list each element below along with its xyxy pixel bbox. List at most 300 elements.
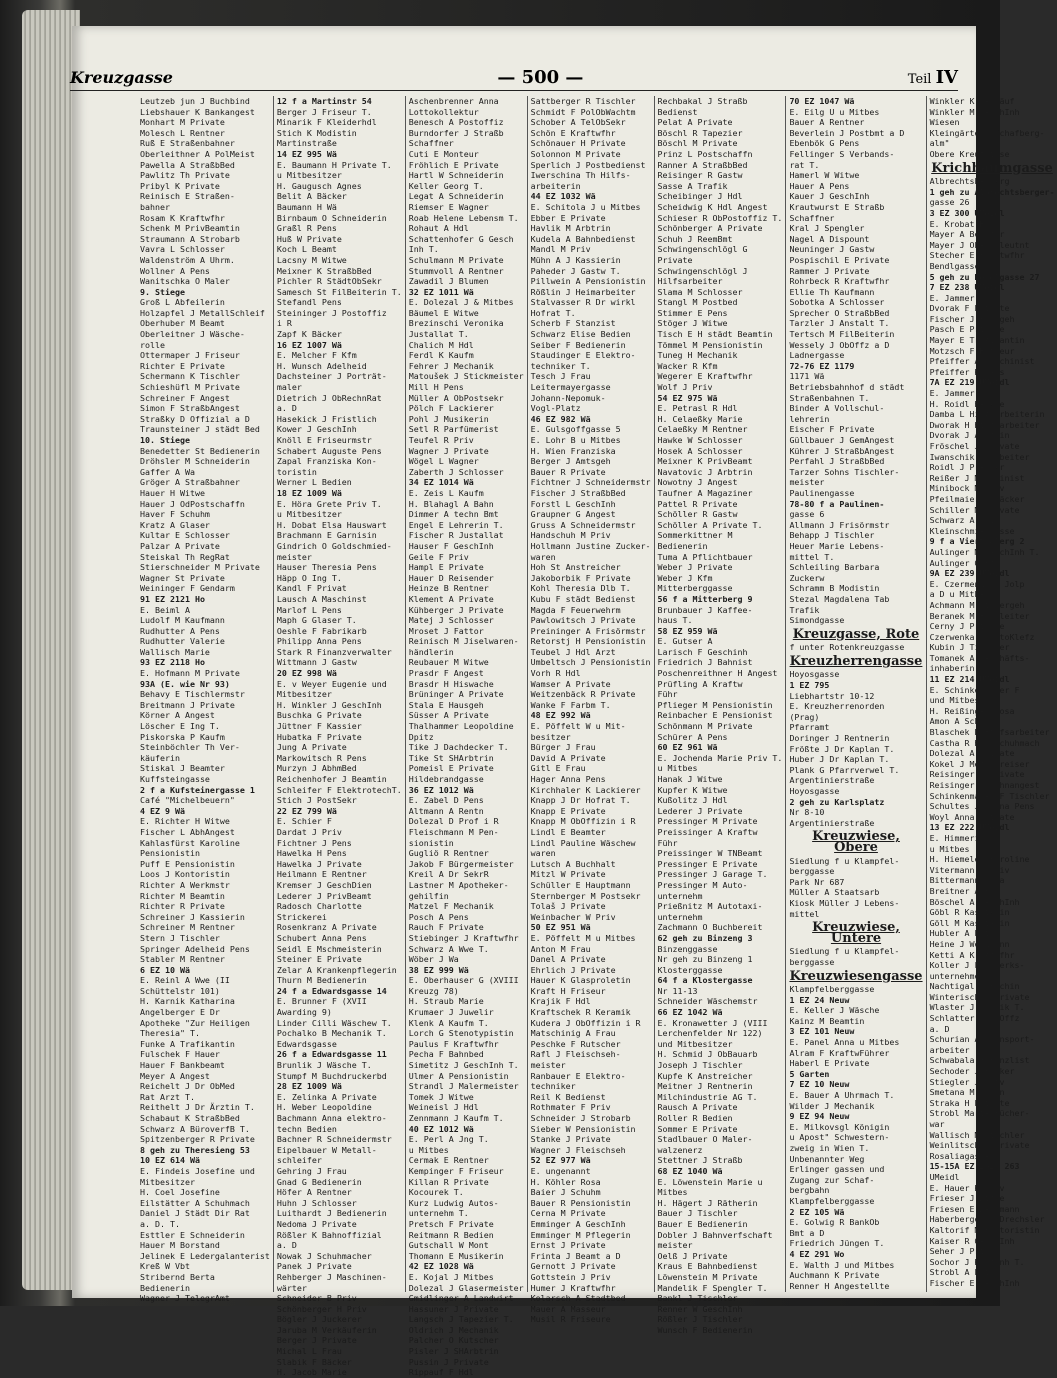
directory-entry: E. Zabel D Pens xyxy=(408,795,484,806)
directory-entry: Nachtigal A Köchin xyxy=(929,981,1020,992)
directory-entry: E. v Weyer Eugenie und xyxy=(276,678,387,689)
directory-entry: Fichtner J Schneidermstr xyxy=(530,477,651,488)
directory-entry: Mitbesitzer xyxy=(140,1176,195,1187)
directory-entry: Pospischil E Private xyxy=(789,254,890,265)
directory-entry: u Mitbes xyxy=(929,843,970,854)
directory-entry: Emminger M Pflegerin xyxy=(530,1229,631,1240)
directory-entry: Lausch A Maschinst xyxy=(276,593,367,604)
directory-entry: Groß L Abfeilerin xyxy=(140,297,225,308)
directory-entry: E. Pöffelt M u Mitbes xyxy=(530,932,636,943)
directory-entry: Stich J PostSekr xyxy=(276,795,357,806)
directory-entry: Hauer D Reisender xyxy=(408,572,494,583)
directory-entry: E. Golwig R BankOb xyxy=(789,1217,880,1228)
directory-entry: 9. Stiege xyxy=(140,286,185,297)
directory-entry: Schwarz A Priv xyxy=(929,515,1000,526)
directory-entry: Hauer F Bankbeamt xyxy=(140,1060,225,1071)
directory-entry: Müller A Staatsarb xyxy=(789,887,880,898)
directory-entry: Schön E Kraftwfhr xyxy=(530,127,616,138)
directory-entry: Kaltorif M Kontoristin xyxy=(929,1224,1040,1235)
directory-entry: Mill H Pens xyxy=(408,382,464,393)
directory-entry: sionistin xyxy=(408,837,454,848)
directory-entry: Gernott J Private xyxy=(530,1261,616,1272)
directory-entry: Mroset J Fattor xyxy=(408,625,484,636)
directory-entry: Matej J Schlosser xyxy=(408,615,494,626)
directory-entry: Simondgasse xyxy=(789,615,845,626)
directory-entry: Inh T. xyxy=(408,244,439,255)
directory-entry: Minarik F Kleiderhdl xyxy=(276,117,377,128)
directory-entry: Schaffner xyxy=(408,138,454,149)
directory-entry: Richter A Werkmstr xyxy=(140,879,230,890)
directory-entry: Koller J Fuhrwerks- xyxy=(929,960,1025,971)
directory-entry: Binder A Vollschul- xyxy=(789,403,885,414)
directory-entry: 54 EZ 975 Wä xyxy=(657,392,718,403)
directory-entry: Killan R Private xyxy=(408,1176,489,1187)
directory-entry: Fischer J Bürogeh xyxy=(929,313,1015,324)
directory-entry: Schattenhofer G Gesch xyxy=(408,233,514,244)
directory-entry: Stich K Modistin xyxy=(276,127,357,138)
directory-entry: Hartl W Schneiderin xyxy=(408,170,504,181)
directory-entry: Wagner St Private xyxy=(140,572,225,583)
directory-entry: Steininger J Postoffiz xyxy=(276,307,387,318)
directory-entry: Loos J Kontoristin xyxy=(140,869,230,880)
directory-entry: H. Schmid J ObBauarb xyxy=(657,1049,758,1060)
directory-entry: Tarzler J Anstalt T. xyxy=(789,318,890,329)
directory-entry: Rafl J Fleischseh- xyxy=(530,1049,621,1060)
directory-entry: Navatovic J Arbtrin xyxy=(657,466,753,477)
directory-entry: Meyer A Angest xyxy=(140,1070,210,1081)
directory-entry: Radosch Charlotte xyxy=(276,901,362,912)
directory-entry: schleifer xyxy=(276,1155,322,1166)
directory-entry: Meitner J Rentnerin xyxy=(657,1081,753,1092)
directory-entry: 7 EZ 10 Neuw xyxy=(789,1079,850,1090)
directory-entry: Ellie Th Kaufmann xyxy=(789,286,875,297)
directory-entry: Weineisl J Hdl xyxy=(408,1102,479,1113)
directory-entry: 5 geh zu Bendlgasse 27 xyxy=(929,271,1040,282)
directory-entry: Unbenannter Weg xyxy=(789,1153,865,1164)
directory-entry: Motzsch F Friseur xyxy=(929,345,1015,356)
directory-entry: 1 EZ 24 Neuw xyxy=(789,994,850,1005)
directory-entry: meister xyxy=(789,477,825,488)
directory-entry: a. D xyxy=(276,403,297,414)
directory-entry: Sommer E Private xyxy=(657,1123,738,1134)
directory-entry: Benesch A Postoffiz xyxy=(408,117,504,128)
directory-entry: Hoyosgasse xyxy=(789,669,840,680)
directory-entry: Jakoborbik F Private xyxy=(530,572,631,583)
directory-entry: Brasdr H Hiswache xyxy=(408,678,494,689)
directory-entry: E. Krobat F xyxy=(929,218,985,229)
directory-entry: Vavra L Schlosser xyxy=(140,244,225,255)
directory-entry: Hager Anna Pens xyxy=(530,774,606,784)
directory-entry: gasse 26 xyxy=(929,197,970,208)
directory-entry: E. Höra Grete Priv T. xyxy=(276,498,382,509)
directory-entry: Friesen E Werkmann xyxy=(929,1203,1020,1214)
directory-entry: Krajik F Hdl xyxy=(530,996,591,1007)
directory-entry: Samesch St FilBeiterin T. xyxy=(276,286,402,297)
directory-entry: Pfeilmaier J Bäcker xyxy=(929,493,1025,504)
directory-entry: Liebhartstr 10-12 xyxy=(789,690,875,701)
directory-entry: Mayer J Oberstleutnt xyxy=(929,239,1030,250)
directory-entry: Reithelt J Dr Ärztin T. xyxy=(140,1102,255,1113)
directory-entry: Schieser R ObPostoffiz T. xyxy=(657,212,783,223)
directory-entry: E. Jochenda Marie Priv T. xyxy=(657,752,783,763)
directory-entry: Fellinger S Verbands- xyxy=(789,148,895,159)
directory-entry: 34 EZ 1014 Wä xyxy=(408,477,474,488)
directory-entry: Keller Georg T. xyxy=(408,180,484,191)
directory-entry: Preissinger W TNBeamt xyxy=(657,848,763,859)
directory-entry: Zuckerw xyxy=(789,572,825,583)
directory-entry: Graupner G Angest xyxy=(530,509,616,520)
directory-entry: Kußolitz J Hdl xyxy=(657,795,728,806)
directory-entry: Justallat T. xyxy=(408,329,469,340)
directory-entry: Stummvoll A Rentner xyxy=(408,265,504,276)
directory-entry: Sechoder J Bäcker xyxy=(929,1066,1015,1077)
directory-entry: Burndorfer J Straßb xyxy=(408,127,504,138)
directory-entry: Humer J Kraftwfhr xyxy=(530,1282,616,1293)
directory-entry: Bankl J Tischler xyxy=(657,1293,738,1304)
directory-entry: Pawlitz Th Private xyxy=(140,170,230,181)
directory-entry: Schönmann M Private xyxy=(657,721,753,732)
directory-entry: Schleifer F ElektrotechT. xyxy=(276,784,402,795)
directory-entry: 22 EZ 799 Wä xyxy=(276,805,337,816)
directory-entry: Smetana M ArbIn xyxy=(929,1087,1005,1098)
directory-entry: Stezal Magdalena Tab xyxy=(789,593,890,604)
directory-entry: techniker T. xyxy=(530,360,591,371)
directory-entry: Magda F Feuerwehrm xyxy=(530,604,621,615)
directory-entry: 66 EZ 1042 Wä xyxy=(657,1007,723,1018)
directory-entry: u Mitbesitzer xyxy=(276,509,342,520)
directory-entry: Matzel F Mechanik xyxy=(408,901,494,912)
directory-entry: Krumaer J Juwelir xyxy=(408,1007,494,1018)
directory-column-2 xyxy=(274,96,406,1378)
directory-entry: Tuma A Pflichtbauer xyxy=(657,551,753,562)
directory-entry: Mitzl W Private xyxy=(530,869,606,880)
directory-entry: Brezinschi Veronika xyxy=(408,318,504,329)
directory-entry: Kraftschek R Keramik xyxy=(530,1007,631,1018)
directory-entry: E. Panel Anna u Mitbes xyxy=(789,1037,900,1048)
directory-entry: E. Himmerich O xyxy=(929,832,1000,843)
directory-entry: Lutsch A Buchhalt xyxy=(530,858,616,869)
directory-entry: Bendlgasse xyxy=(929,260,980,271)
directory-entry: Schiller M Private xyxy=(929,504,1020,515)
directory-entry: Höfer A Rentner xyxy=(276,1187,352,1198)
directory-entry: H. Reißinger Rosa xyxy=(929,705,1015,716)
directory-entry: 50 EZ 951 Wä xyxy=(530,922,591,933)
directory-entry: Ladnergasse xyxy=(789,350,845,361)
directory-entry: E. Zelinka A Private xyxy=(276,1091,377,1102)
directory-entry: Pressinger M Auto- xyxy=(657,879,748,890)
directory-entry: E. Jammer O xyxy=(929,292,985,303)
directory-entry: H. Straub Marie xyxy=(408,996,484,1007)
directory-entry: 60 EZ 961 Wä xyxy=(657,742,718,753)
directory-entry: Eilstätter A Schuhmach xyxy=(140,1197,250,1208)
directory-entry: Süsser A Private xyxy=(408,710,489,721)
directory-entry: Nedoma J Private xyxy=(276,1218,357,1229)
directory-entry: Häpp O Ing T. xyxy=(276,572,342,583)
directory-entry: Philipp Anna Pens xyxy=(276,636,362,647)
directory-entry: Kreß W Vbt xyxy=(140,1261,190,1272)
directory-entry: Schüller E Hauptmann xyxy=(530,879,631,890)
directory-entry: Preininger A Frisörmstr xyxy=(530,625,646,636)
directory-entry: E. Zeis L Kaufm xyxy=(408,487,484,498)
directory-entry: Mayer E Trafikantin xyxy=(929,335,1025,346)
directory-entry: Dpitz xyxy=(408,731,434,742)
directory-entry: Reinbacher E Pensionist xyxy=(657,710,773,721)
directory-entry: Stala E Hausgeh xyxy=(408,699,484,710)
directory-entry: Stiskal J Beamter xyxy=(140,763,225,774)
directory-entry: Lastner M Apotheker- xyxy=(408,879,509,890)
directory-entry: Prinz L Postschaffn xyxy=(657,148,753,159)
directory-entry: Stanke J Private xyxy=(530,1134,611,1145)
directory-entry: Rosaliagasse xyxy=(929,1150,990,1161)
directory-entry: Strandl J Malermeister xyxy=(408,1081,519,1092)
directory-entry: Hildebrandgasse xyxy=(408,774,484,784)
directory-entry: 8 geh zu Theresieng 53 xyxy=(140,1144,250,1155)
directory-entry: Rothmater F Priv xyxy=(530,1102,611,1113)
directory-entry: 10. Stiege xyxy=(140,435,190,445)
directory-entry: Berger J Amtsgeh xyxy=(530,456,611,467)
directory-entry: Vogl-Platz xyxy=(530,403,581,414)
directory-entry: Edwardsgasse xyxy=(276,1038,337,1049)
directory-entry: Brunbauer J Kaffee- xyxy=(657,604,753,615)
directory-entry: Benedetter St Bedienerin xyxy=(140,445,260,456)
directory-entry: E. Petrasl R Hdl xyxy=(657,403,738,414)
directory-entry: Simetitz J GeschInh T. xyxy=(408,1060,519,1071)
directory-entry: 42 EZ 1028 Wä xyxy=(408,1261,474,1272)
directory-entry: 1 EZ 795 xyxy=(789,680,830,691)
directory-entry: Rößler K Bahnoffizial xyxy=(276,1229,382,1240)
directory-entry: Heinze B Rentner xyxy=(408,583,489,594)
directory-entry: meister xyxy=(657,1240,693,1251)
directory-entry: Stalvasser R Dr wirkl xyxy=(530,297,636,308)
directory-entry: Hubatka F Private xyxy=(276,731,362,742)
directory-entry: Ulmer A Pensionistin xyxy=(408,1070,509,1081)
directory-entry: berggasse xyxy=(789,956,835,967)
directory-entry: Reinisch E Straßen- xyxy=(140,191,235,202)
directory-entry: Winkler M GeschInh xyxy=(929,106,1020,117)
directory-entry: 11 EZ 214 UMeidl xyxy=(929,674,1010,685)
directory-entry: Rat Arzt T. xyxy=(140,1091,195,1102)
directory-entry: 78-80 f a Paulinen- xyxy=(789,498,885,509)
directory-entry: Kreuzg 78) xyxy=(408,985,459,996)
directory-entry: Oberleitner J Wäsche- xyxy=(140,329,245,340)
directory-entry: Frößte J Dr Kaplan T. xyxy=(789,743,895,754)
directory-entry: Pretsch F Private xyxy=(408,1218,494,1229)
directory-entry: Gröger A Straßbahner xyxy=(140,477,240,488)
directory-entry: techniker xyxy=(530,1081,576,1092)
directory-entry: Löscher E Ing T. xyxy=(140,721,220,732)
directory-entry: Hauer H Witwe xyxy=(140,487,205,498)
directory-entry: Hosek A Schlosser xyxy=(657,445,743,456)
directory-entry: Kiosk Müller J Lebens- xyxy=(789,897,900,908)
directory-entry: Schneider Wäschemstr xyxy=(657,996,758,1007)
directory-entry: Bedienerin xyxy=(657,540,708,551)
street-section-heading: Kreuzgasse, Rote xyxy=(792,626,920,642)
directory-entry: Kirchhaler K Lackierer xyxy=(530,784,641,795)
directory-entry: Göll M Kassierin xyxy=(929,917,1010,928)
directory-entry: Hoh St Anstreicher xyxy=(530,562,621,573)
directory-entry: Führ xyxy=(657,689,678,700)
directory-entry: Heilmann E Rentner xyxy=(276,869,367,880)
directory-entry: Kral J Spengler xyxy=(789,223,865,234)
directory-entry: Brunlik J Wäsche T. xyxy=(276,1060,372,1071)
directory-entry: rat T. xyxy=(789,159,820,170)
directory-entry: Albrechtsbergerg xyxy=(929,176,1010,187)
directory-entry: E. Oberhauser G (XVIII xyxy=(408,975,519,986)
directory-entry: Paheder J Gastw T. xyxy=(530,265,621,276)
directory-entry: Jakob F Bürgermeister xyxy=(408,858,514,869)
directory-entry: Pawlowitsch J Private xyxy=(530,615,636,626)
directory-entry: Perfahl J StraßbBed xyxy=(789,456,885,467)
directory-entry: Sprecher O StraßbBed xyxy=(789,307,890,318)
directory-entry: Gehring J Frau xyxy=(276,1165,347,1176)
directory-entry: Stabler M Rentner xyxy=(140,954,225,965)
directory-entry: Wilder J Mechanik xyxy=(789,1100,875,1111)
directory-entry: unternehm xyxy=(657,911,703,922)
directory-entry: Straßky D Offizial a D xyxy=(140,413,250,424)
directory-entry: Betriebsbahnhof d städt xyxy=(789,382,905,393)
directory-entry: Wallisch M Tischler xyxy=(929,1129,1025,1140)
directory-entry: Beranek M Hausleiter xyxy=(929,610,1030,621)
street-section-heading: Kreuzwiese, Untere xyxy=(812,920,900,946)
directory-entry: Musil R Friseure xyxy=(530,1314,611,1325)
directory-entry: Haberberger J Drechsler xyxy=(929,1214,1045,1225)
directory-entry: Kocourek T. xyxy=(408,1187,464,1198)
directory-entry: 14 EZ 995 Wä xyxy=(276,148,337,159)
directory-entry: Retorstj H Pensionistin xyxy=(530,636,646,647)
directory-entry: Sasse A Trafik xyxy=(657,180,728,191)
directory-entry: Thurn M Bedienerin xyxy=(276,975,367,986)
directory-entry: Gruss A Schneidermstr xyxy=(530,519,636,530)
directory-entry: Zapf K Bäcker xyxy=(276,329,342,340)
directory-entry: händlerin xyxy=(408,646,454,657)
directory-entry: Sperlich J Postbedienst xyxy=(530,159,646,170)
directory-entry: Tike J Dachdecker T. xyxy=(408,742,509,753)
directory-entry: Springer Adelheid Pens xyxy=(140,943,250,954)
directory-entry: Berger J Private xyxy=(276,1335,357,1346)
directory-entry: Renner W GeschInh xyxy=(657,1303,743,1314)
directory-entry: Wessely J ObOffz a D xyxy=(789,339,890,350)
directory-entry: Scheibinger J Hdl xyxy=(657,191,743,202)
directory-entry: Paulus F Kraftwfhr xyxy=(408,1038,499,1049)
directory-entry: Castha R Handschuhmach xyxy=(929,737,1040,748)
directory-entry: 7 EZ 238 UMeidl xyxy=(929,282,1005,293)
directory-entry: Pecha F Bahnbed xyxy=(408,1049,484,1060)
directory-entry: Legat A Schneiderin xyxy=(408,191,504,202)
directory-entry: Auchmann K Private xyxy=(789,1270,880,1281)
directory-entry: Wlaster J Trafik T. xyxy=(929,1002,1025,1013)
directory-entry: Zugang zur Schaf- xyxy=(789,1174,875,1185)
directory-entry: war xyxy=(929,1119,945,1129)
directory-entry: Schwarz Elise Bedien xyxy=(530,329,631,340)
directory-entry: Dvorak F Private xyxy=(929,303,1010,314)
directory-entry: Weber J Private xyxy=(657,562,733,573)
directory-entry: E. Gutser A xyxy=(657,636,713,647)
directory-entry: Lederer J PrivBeamt xyxy=(276,890,372,901)
directory-entry: Dobler J Bahnverfschaft xyxy=(657,1229,773,1240)
directory-entry: maler xyxy=(276,382,302,393)
directory-entry: Mitterberggasse xyxy=(657,583,733,594)
directory-entry: Bauer R Private xyxy=(530,466,606,477)
directory-entry: Gnad G Bedienerin xyxy=(276,1176,362,1187)
directory-entry: Winterisch A Private xyxy=(929,991,1030,1002)
directory-entry: Luithardt J Bedienerin xyxy=(276,1208,387,1219)
directory-entry: Brüninger A Private xyxy=(408,689,504,700)
directory-entry: Pfeiffer A Maschinist xyxy=(929,356,1035,367)
directory-entry: Klement A Private xyxy=(408,593,494,604)
directory-entry: Klosterggasse xyxy=(657,964,723,975)
directory-entry: Stangl M Postbed xyxy=(657,297,738,308)
directory-entry: Reisinger J Bahnangest xyxy=(929,780,1040,790)
directory-entry: Dröhsler M Schneiderin xyxy=(140,456,250,467)
directory-entry: Wanitschka O Maler xyxy=(140,276,230,287)
directory-entry: Schenk M PrivBeamtin xyxy=(140,223,240,234)
directory-entry: bergbahn xyxy=(789,1185,830,1196)
directory-entry: E. Perl A Jng T. xyxy=(408,1134,489,1145)
directory-entry: Kandl F Privat xyxy=(276,583,347,594)
directory-entry: Dworak H Hilfsarbeiter xyxy=(929,419,1040,430)
directory-entry: Bauer E Bedienerin xyxy=(657,1218,748,1229)
directory-entry: Kainz M Beamtin xyxy=(789,1015,865,1026)
directory-entry: Kupfe K Anstreicher xyxy=(657,1070,753,1081)
directory-entry: Thomann E Musikerin xyxy=(408,1250,504,1261)
directory-entry: Seher J Priv xyxy=(929,1246,990,1257)
directory-entry: Schüttelstr 101) xyxy=(140,985,220,996)
directory-entry: Rößler J Tischler xyxy=(657,1314,743,1325)
directory-entry: Reisinger R Gastw xyxy=(657,170,743,181)
street-section-heading: Kreuzherrengasse xyxy=(789,653,923,669)
directory-entry: Slabik F Bäcker xyxy=(276,1356,352,1367)
directory-entry: mittel xyxy=(789,908,820,919)
directory-entry: 20 EZ 998 Wä xyxy=(276,668,337,679)
directory-entry: Fischer L AbhAngest xyxy=(140,826,235,837)
directory-entry: H. Jacob Marie xyxy=(276,1367,347,1378)
directory-entry: Pohl J Musikerin xyxy=(408,413,489,424)
directory-entry: 1171 Wä xyxy=(789,371,825,382)
directory-entry: 32 EZ 1011 Wä xyxy=(408,286,474,297)
directory-entry: Kraft H Friseur xyxy=(530,985,606,996)
directory-entry: Wagner J Private xyxy=(408,445,489,456)
directory-entry: Ottermaper J Friseur xyxy=(140,350,240,361)
directory-entry: Fichtner J Pens xyxy=(276,837,352,848)
directory-entry: Hasekick J Fristlich xyxy=(276,413,377,424)
directory-entry: 93A (E. wie Nr 93) xyxy=(140,678,230,689)
directory-entry: Pribyl K Private xyxy=(140,180,220,191)
directory-entry: Weitzenbäck R Private xyxy=(530,689,636,700)
directory-entry: Schreiner M Rentner xyxy=(140,922,235,933)
directory-entry: i R xyxy=(276,318,292,329)
directory-entry: unternehmer xyxy=(929,970,985,981)
directory-entry: Palcher O Kutscher xyxy=(408,1335,499,1346)
directory-entry: Schieshüfl M Private xyxy=(140,382,240,393)
directory-entry: Fischer E GeschInh xyxy=(929,1277,1020,1288)
directory-entry: Kohl Theresia Dlb T. xyxy=(530,583,631,594)
directory-entry: Gutschall W Mont xyxy=(408,1240,489,1251)
directory-entry: David A Private xyxy=(530,752,606,763)
directory-entry: Linder Cilli Wäschew T. xyxy=(276,1017,392,1028)
directory-entry: Monhart M Private xyxy=(140,117,225,128)
directory-entry: Pelat A Private xyxy=(657,117,733,128)
directory-entry: Schwingenschlögl J xyxy=(657,265,748,276)
directory-entry: Strobl A Priv xyxy=(929,1267,995,1278)
directory-entry: Schubert Anna Pens xyxy=(276,932,367,943)
directory-entry: mittel T. xyxy=(789,551,835,562)
directory-entry: Kratz A Glaser xyxy=(140,519,210,530)
directory-entry: Knapp M ObOffizin i R xyxy=(530,816,636,827)
directory-entry: Fleischmann M Pen- xyxy=(408,826,499,837)
directory-entry: Pawella A StraßbBed xyxy=(140,159,235,170)
directory-entry: Puff E Pensionistin xyxy=(140,858,235,869)
directory-entry: Oelß J Private xyxy=(657,1250,728,1261)
